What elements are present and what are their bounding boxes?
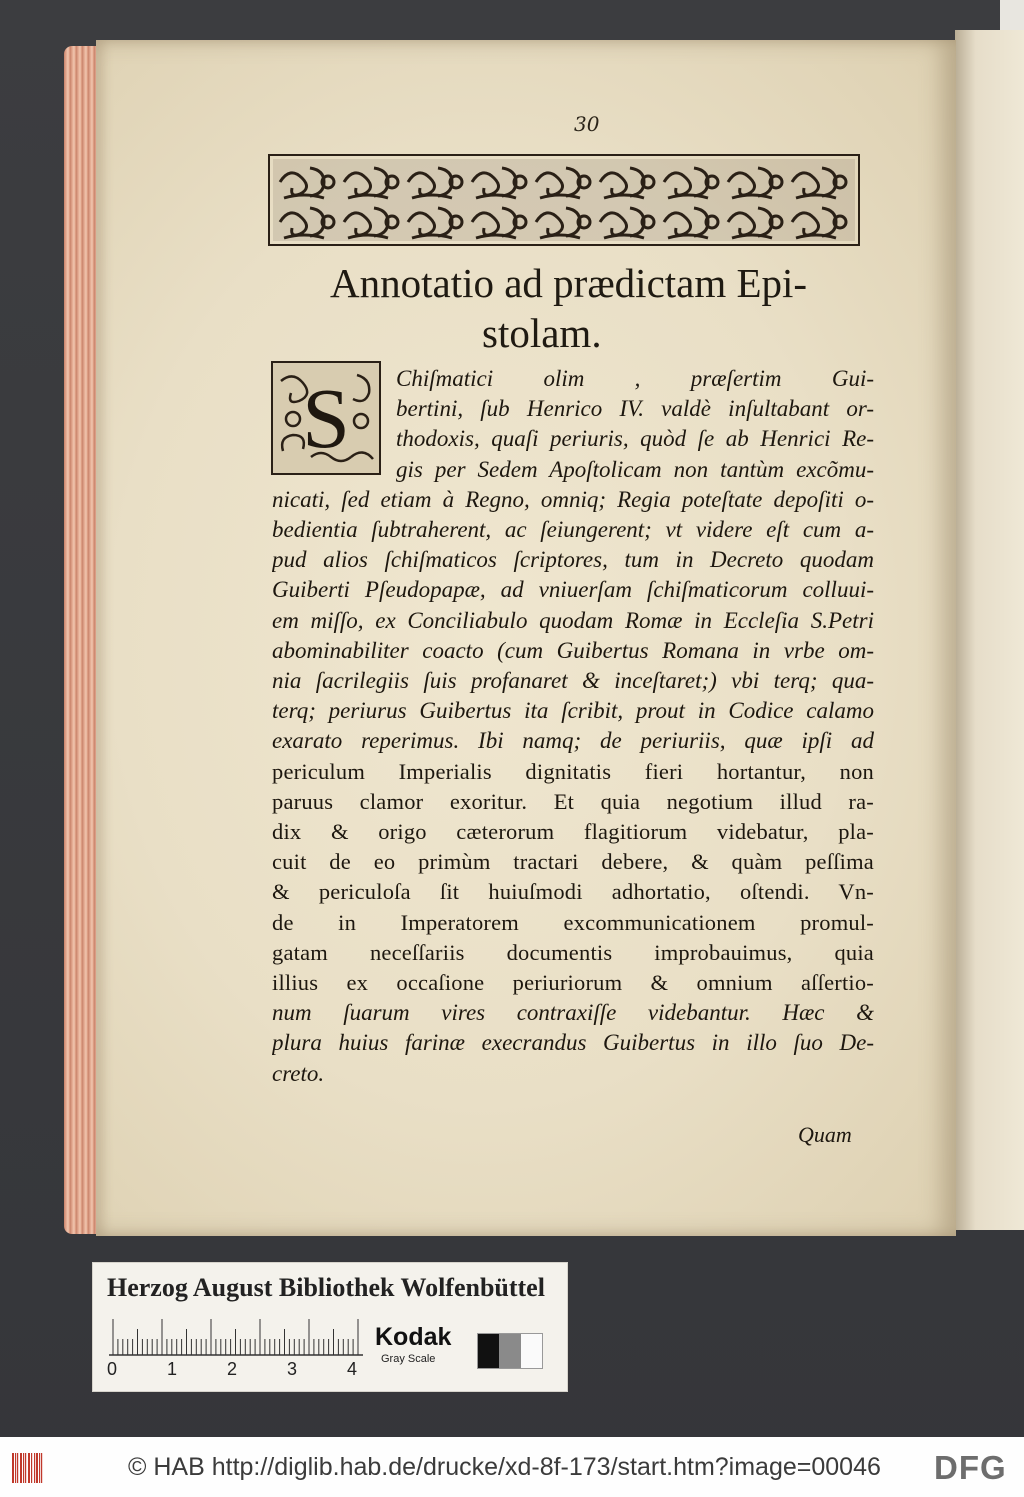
ruler-number: 0 <box>107 1359 118 1379</box>
text-line: plura huius farinæ execrandus Guibertus in illo ſuo De- <box>272 1030 874 1056</box>
text-line: Chiſmatici olim , præſertim Gui- <box>396 366 874 391</box>
text-line: nicati, ſed etiam à Regno, omniq; Regia poteſtate depoſiti o- <box>272 486 874 512</box>
barcode-bar <box>36 1453 38 1483</box>
swatch-gray <box>499 1334 520 1368</box>
text-line: creto. <box>272 1060 325 1086</box>
heading-line-2: stolam. <box>482 310 602 356</box>
footer-bar <box>0 1437 1024 1497</box>
swatch-white <box>521 1334 542 1368</box>
text-line: de in Imperatorem excommunicationem promul- <box>272 909 874 935</box>
barcode-bar <box>28 1453 30 1483</box>
barcode-bar <box>39 1453 40 1483</box>
barcode-bar <box>25 1453 26 1483</box>
kodak-brand: Kodak <box>375 1323 452 1351</box>
text-line: bedientia ſubtraherent, ac ſeiungerent; vt videre eſt cum a- <box>272 517 874 542</box>
initial-letter: S <box>302 370 350 466</box>
barcode-bar <box>41 1453 42 1483</box>
text-line: gatam neceſſariis documentis improbauimus, quia <box>272 939 874 965</box>
copyright-url[interactable]: © HAB http://diglib.hab.de/drucke/xd-8f-173/start.htm?image=00046 <box>128 1453 881 1481</box>
text-line: cuit de eo primùm tractari debere, & quàm peſſima <box>272 849 874 875</box>
ruler-number: 2 <box>227 1359 238 1379</box>
ruler-number: 4 <box>347 1359 358 1379</box>
ruler-number: 3 <box>287 1359 298 1379</box>
text-line: terq; periurus Guibertus ita ſcribit, prout in Codice calamo <box>272 698 874 724</box>
library-label <box>92 1262 568 1392</box>
barcode-bar <box>34 1453 35 1483</box>
text-line: paruus clamor exoritur. Et quia negotium illud ra- <box>272 788 874 814</box>
text-line: abominabiliter coacto (cum Guibertus Romana in vrbe om- <box>272 637 874 663</box>
text-line: bertini, ſub Henrico IV. valdè inſultabant or- <box>396 396 874 422</box>
barcode-bar <box>23 1453 24 1483</box>
page-number: 30 <box>574 112 600 136</box>
text-line: exarato reperimus. Ibi namq; de periuriis, quæ ipſi ad <box>272 728 874 754</box>
gray-swatches <box>477 1333 543 1369</box>
text-line: num ſuarum vires contraxiſſe videbantur. Hæc & <box>272 1000 874 1026</box>
library-name: Herzog August Bibliothek Wolfenbüttel <box>107 1273 545 1302</box>
dfg-logo: DFG <box>934 1449 1007 1486</box>
ruler-numbers <box>103 1359 373 1383</box>
barcode-bar <box>31 1453 32 1483</box>
text-line: dix & origo cæterorum flagitiorum videbatur, pla- <box>272 819 874 844</box>
text-line: illius ex occaſione periuriorum & omnium aſſertio- <box>272 970 874 995</box>
barcode-bar <box>12 1453 14 1483</box>
gray-scale-label: Gray Scale <box>381 1353 436 1365</box>
swatch-black <box>478 1334 499 1368</box>
text-line: em miſſo, ex Conciliabulo quodam Romæ in Eccleſia S.Petri <box>272 607 874 633</box>
barcode-bar <box>17 1453 18 1483</box>
catchword: Quam <box>798 1122 852 1147</box>
barcode-icon <box>10 1451 44 1485</box>
heading-line-1: Annotatio ad prædictam Epi- <box>330 260 808 306</box>
barcode-bar <box>15 1453 16 1483</box>
text-line: gis per Sedem Apoſtolicam non tantùm excõmu- <box>396 456 874 482</box>
text-line: & periculoſa ſit huiuſmodi adhortatio, oſtendi. Vn- <box>272 879 874 905</box>
text-line: Guiberti Pſeudopapæ, ad vniuerſam ſchiſmaticorum colluui- <box>272 577 874 603</box>
text-line: nia ſacrilegiis ſuis profanaret & inceſtaret;) vbi terq; qua- <box>272 668 874 693</box>
ruler-number: 1 <box>167 1359 178 1379</box>
text-line: periculum Imperialis dignitatis fieri hortantur, non <box>272 758 874 784</box>
barcode-bar <box>20 1453 22 1483</box>
measurement-ruler <box>105 1317 365 1357</box>
text-line: thodoxis, quaſi periuris, quòd ſe ab Henrici Re- <box>396 426 874 452</box>
text-line: pud alios ſchiſmaticos ſcriptores, tum in Decreto quodam <box>272 547 874 573</box>
